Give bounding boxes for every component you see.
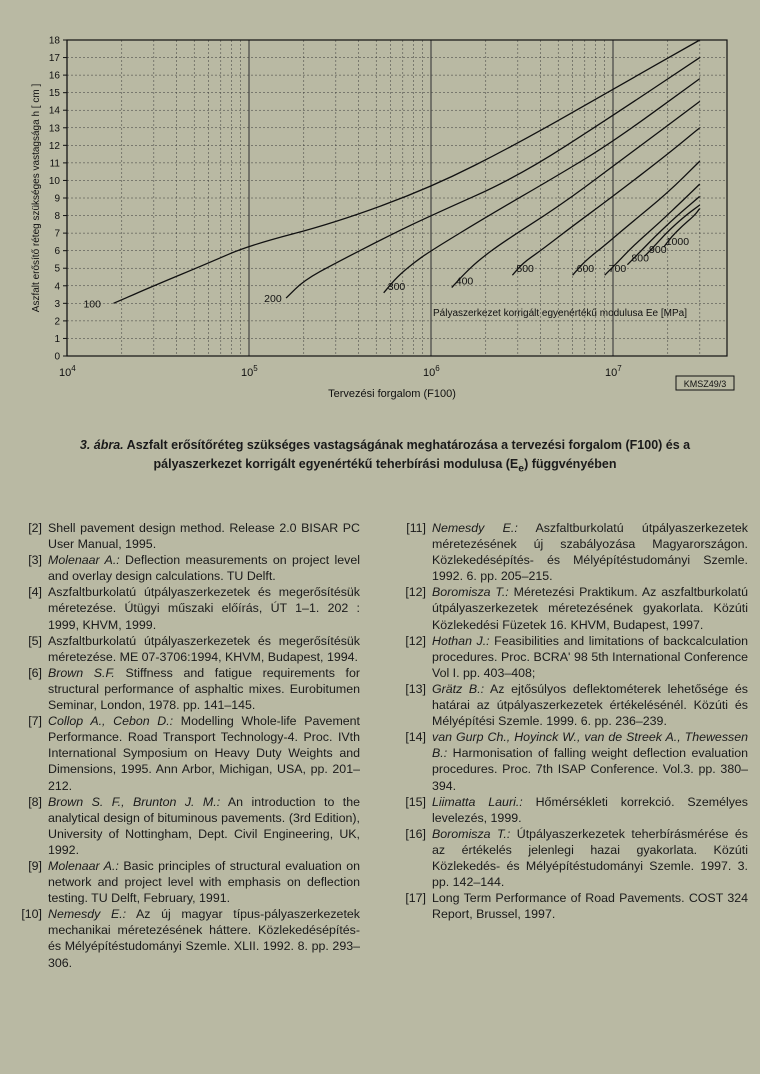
- reference-item: [398, 520, 748, 584]
- series-label: 900: [649, 243, 667, 256]
- y-tick-label: 13: [48, 123, 60, 135]
- reference-text: [432, 794, 748, 826]
- series-label: 300: [387, 280, 406, 293]
- reference-item: [14, 584, 360, 632]
- reference-author: Grätz B.:: [432, 681, 485, 696]
- reference-body: Méretezési Praktikum. Az aszfaltburkolatú útpályaszerkezetek méretezésének gyakorlata. Közúti Közlekedési Füzetek 16. KHVM, Budapest, 1997.: [432, 585, 748, 632]
- reference-item: [398, 826, 748, 890]
- reference-item: [398, 633, 748, 681]
- y-tick-label: 11: [49, 158, 60, 170]
- y-tick-label: 9: [54, 193, 60, 205]
- reference-number: [9]: [28, 858, 42, 873]
- series-line-400: [452, 101, 700, 287]
- x-tick-label: $10^6$: [423, 364, 440, 379]
- reference-number: [12]: [405, 585, 426, 600]
- reference-text: [48, 665, 360, 713]
- reference-text: [48, 633, 360, 665]
- y-tick-label: 18: [48, 35, 60, 47]
- reference-author: Nemesdy E.:: [48, 907, 127, 922]
- reference-number: [8]: [28, 794, 42, 809]
- caption-line2-sub: e: [518, 463, 525, 475]
- reference-item: [14, 858, 360, 906]
- reference-author: Brown S. F., Brunton J. M.:: [48, 794, 221, 809]
- y-tick-label: 4: [54, 281, 60, 293]
- reference-item: [14, 633, 360, 665]
- reference-body: Deflection measurements on project level and overlay design calculations. TU Delft.: [48, 553, 360, 584]
- series-line-700: [605, 184, 700, 275]
- reference-item: [14, 520, 360, 552]
- caption-line2a: pályaszerkezet korrigált egyenértékű teherbírási modulusa (E: [153, 457, 519, 471]
- chart-annotation: Pályaszerkezet korrigált egyenértékű modulusa Ee [MPa]: [432, 308, 688, 319]
- reference-number: [12]: [405, 633, 426, 648]
- y-tick-label: 8: [54, 211, 60, 223]
- reference-number: [15]: [405, 794, 426, 809]
- reference-body: Modelling Whole-life Pavement Performance. Road Transport Technology-4. Proc. IVth International Symposium on Heavy Duty Weights and Dimensions, 1995. Ann Arbor, Michigan, USA, pp. 201–212.: [48, 714, 360, 793]
- thickness-chart: [0, 0, 760, 410]
- y-tick-label: 3: [54, 298, 60, 310]
- reference-number: [2]: [28, 521, 42, 535]
- y-tick-label: 7: [54, 228, 60, 240]
- reference-text: [48, 713, 360, 793]
- reference-number: [17]: [405, 891, 426, 906]
- reference-body: Long Term Performance of Road Pavements. COST 324 Report, Brussel, 1997.: [432, 891, 748, 922]
- reference-text: [432, 520, 748, 584]
- series-label: 600: [576, 263, 595, 276]
- series-label: 100: [83, 298, 101, 311]
- series-label: 400: [455, 275, 474, 288]
- y-tick-label: 1: [54, 333, 60, 345]
- y-tick-label: 0: [54, 351, 60, 363]
- reference-author: Collop A., Cebon D.:: [48, 714, 174, 729]
- reference-body: Aszfaltburkolatú útpályaszerkezetek és megerősítésük méretezése. ME 07-3706:1994, KHVM, Budapest, 1994.: [48, 633, 360, 664]
- reference-number: [5]: [28, 633, 42, 648]
- caption-line1: Aszfalt erősítőréteg szükséges vastagságának meghatározása a tervezési forgalom (F100) és a: [126, 438, 691, 452]
- y-tick-label: 15: [48, 88, 60, 100]
- reference-number: [13]: [405, 681, 426, 696]
- reference-item: [14, 906, 360, 970]
- y-tick-label: 17: [48, 53, 60, 65]
- reference-number: [3]: [28, 553, 42, 568]
- reference-text: [432, 890, 748, 922]
- reference-author: Nemesdy E.:: [432, 521, 518, 535]
- reference-body: Útpályaszerkezetek teherbírásmérése és az értékelés jelenlegi hazai gyakorlata. Közúti Közlekedés- és Mélyépítéstudományi Szemle. 1997. 3. pp. 142–144.: [432, 826, 748, 890]
- series-label: 700: [608, 263, 627, 276]
- reference-body: An introduction to the analytical design of bituminous pavements. (3rd Edition), University of Nottingham, Dept. Civil Engineering, UK, 1992.: [48, 794, 360, 857]
- reference-author: Boromisza T.:: [432, 826, 511, 841]
- caption-prefix: 3. ábra.: [79, 438, 124, 452]
- reference-item: [398, 729, 748, 793]
- stamp-label: KMSZ49/3: [683, 379, 727, 389]
- reference-body: Basic principles of structural evaluation on network and project level with emphasis on deflection testing. TU Delft, February, 1991.: [48, 858, 360, 906]
- x-tick-label: $10^5$: [241, 364, 258, 379]
- y-tick-label: 6: [54, 246, 60, 258]
- reference-number: [16]: [405, 826, 426, 841]
- reference-text: [48, 520, 360, 552]
- reference-author: Molenaar A.:: [48, 553, 120, 568]
- reference-body: Aszfaltburkolatú útpályaszerkezetek és megerősítésük méretezése. Útügyi műszaki előírás, ÚT 1–1. 202 : 1999, KHVM, 1999.: [48, 585, 360, 632]
- reference-body: Shell pavement design method. Release 2.0 BISAR PC User Manual, 1995.: [48, 521, 360, 552]
- x-tick-label: $10^7$: [605, 364, 622, 379]
- reference-text: [48, 552, 360, 584]
- reference-number: [10]: [21, 907, 42, 922]
- reference-body: Harmonisation of falling weight deflection evaluation procedures. Proc. 7th ISAP Conference. Vol.3. pp. 380–394.: [432, 746, 748, 793]
- reference-text: [48, 794, 360, 858]
- reference-body: Hőmérsékleti korrekció. Személyes levelezés, 1999.: [432, 794, 748, 825]
- reference-author: Boromisza T.:: [432, 585, 509, 600]
- reference-text: [432, 633, 748, 681]
- figure-caption: [30, 436, 740, 479]
- reference-author: Brown S.F.: [48, 665, 115, 680]
- reference-text: [48, 858, 360, 906]
- reference-author: van Gurp Ch., Hoyinck W., van de Streek A., Thewessen B.:: [432, 730, 748, 761]
- series-label: 800: [631, 252, 649, 265]
- y-axis-label: Aszfalt erősítő réteg szükséges vastagsága h [ cm ]: [31, 83, 42, 313]
- y-tick-label: 12: [48, 140, 60, 152]
- reference-body: Az új magyar típus-pályaszerkezetek mechanikai méretezésének háttere. Közlekedésépítés- és Mélyépítéstudományi Szemle. XLII. 1992. 8. pp. 293–306.: [48, 907, 360, 970]
- references-left-column: [14, 520, 360, 971]
- reference-body: Stiffness and fatigue requirements for structural performance of asphaltic mixes. Eurobitumen Seminar, London, 1978. pp. 141–145.: [48, 665, 361, 713]
- reference-number: [11]: [406, 521, 426, 535]
- references-right-column: [398, 520, 748, 922]
- y-tick-label: 16: [48, 70, 60, 82]
- y-tick-label: 5: [54, 263, 60, 275]
- reference-item: [398, 584, 748, 632]
- reference-author: Liimatta Lauri.:: [432, 794, 523, 809]
- reference-body: Aszfaltburkolatú útpályaszerkezetek méretezésének új szabályozása Magyarországon. Közlekedésépítés- és Mélyépítéstudományi Szemle. 1992. 6. pp. 205–215.: [432, 521, 748, 584]
- reference-item: [14, 794, 360, 858]
- reference-body: Az ejtősúlyos deflektométerek lehetősége és határai az útpályaszerkezetek értékelésénél. Közúti és Mélyépítési Szemle. 1999. 6. pp. 236–239.: [432, 681, 748, 729]
- reference-item: [14, 713, 360, 793]
- x-tick-label: $10^4$: [59, 364, 76, 379]
- reference-item: [398, 794, 748, 826]
- reference-number: [6]: [28, 665, 42, 680]
- reference-text: [48, 906, 360, 970]
- reference-number: [4]: [28, 585, 42, 600]
- reference-item: [14, 552, 360, 584]
- series-label: 500: [516, 263, 534, 276]
- series-label: 1000: [665, 236, 690, 249]
- caption-line2b: ) függvényében: [524, 457, 617, 471]
- reference-author: Molenaar A.:: [48, 858, 119, 873]
- y-tick-label: 2: [54, 316, 60, 328]
- reference-text: [432, 681, 748, 729]
- reference-text: [48, 584, 360, 632]
- reference-item: [398, 681, 748, 729]
- y-tick-label: 10: [48, 175, 60, 187]
- x-axis-label: Tervezési forgalom (F100): [328, 388, 456, 400]
- reference-text: [432, 584, 748, 632]
- reference-body: Feasibilities and limitations of backcalculation procedures. Proc. BCRA' 98 5th International Conference Vol I. pp. 403–408;: [432, 633, 748, 680]
- reference-text: [432, 729, 748, 793]
- reference-text: [432, 826, 748, 890]
- reference-item: [14, 665, 360, 713]
- reference-author: Hothan J.:: [432, 633, 490, 648]
- reference-number: [14]: [405, 730, 426, 745]
- y-tick-label: 14: [48, 105, 60, 117]
- series-label: 200: [264, 293, 282, 306]
- reference-number: [7]: [28, 714, 42, 729]
- reference-item: [398, 890, 748, 922]
